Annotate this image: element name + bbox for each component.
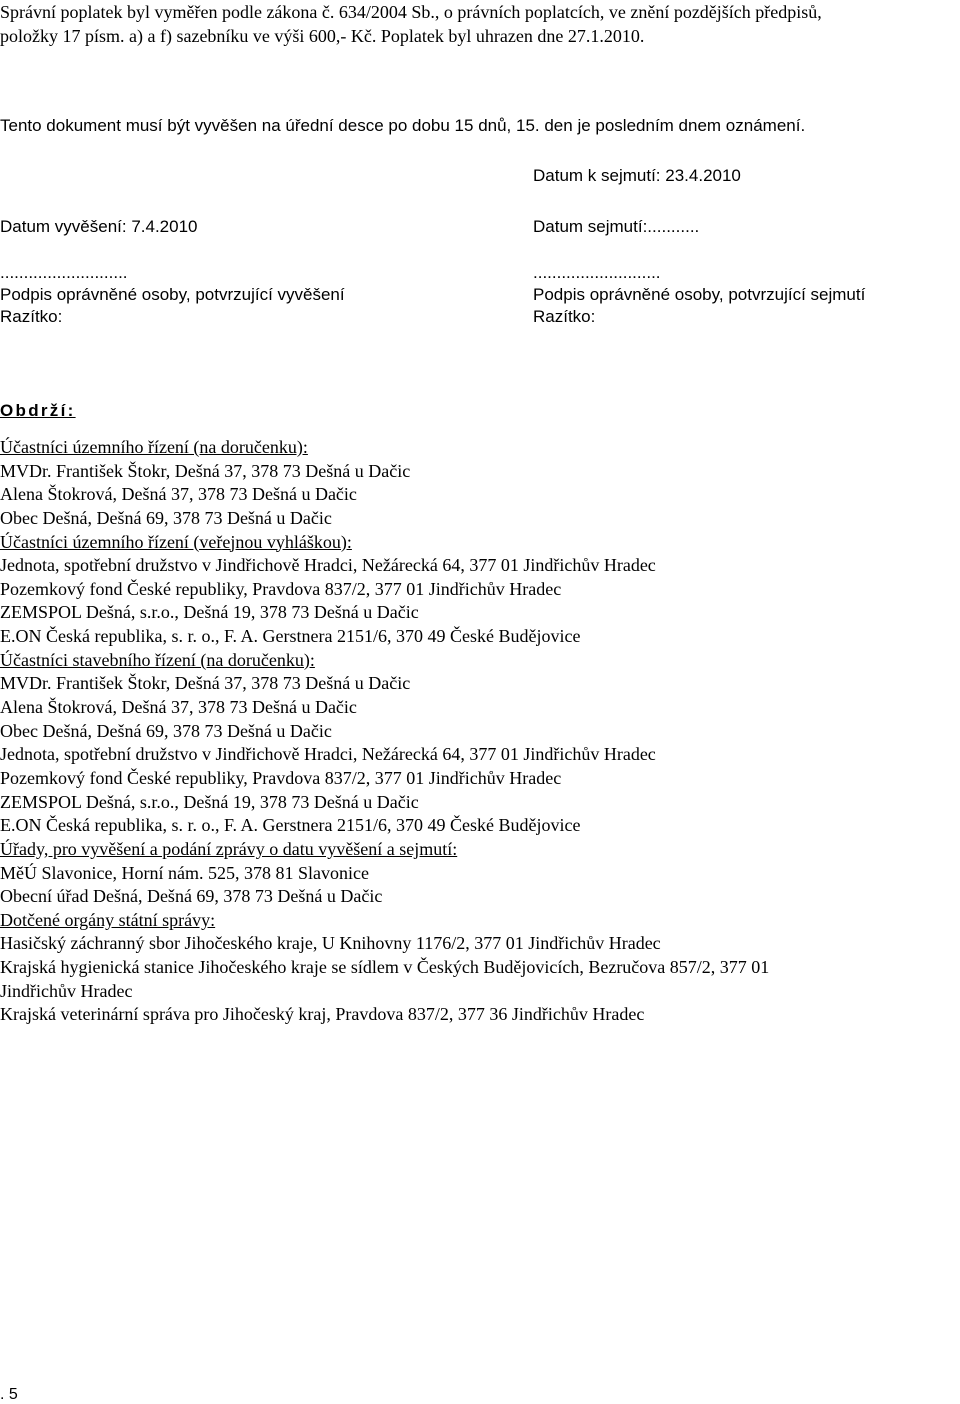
recipient-line: Pozemkový fond České republiky, Pravdova 837/2, 377 01 Jindřichův Hradec <box>0 767 562 788</box>
fee-line-1: Správní poplatek byl vyměřen podle zákona č. 634/2004 Sb., o právních poplatcích, ve znění pozdějších předpisů, <box>0 2 822 22</box>
removal-signature-dots: ........................... <box>533 263 661 282</box>
recipient-line: Alena Štokrová, Dešná 37, 378 73 Dešná u Dačic <box>0 484 357 505</box>
recipients-group-heading: Účastníci stavebního řízení (na doručenku): <box>0 649 315 670</box>
recipient-line: Jednota, spotřební družstvo v Jindřichově Hradci, Nežárecká 64, 377 01 Jindřichův Hradec <box>0 744 656 765</box>
posting-signature-block <box>0 262 345 328</box>
recipient-line: Obec Dešná, Dešná 69, 378 73 Dešná u Dačic <box>0 507 332 528</box>
recipient-line: E.ON Česká republika, s. r. o., F. A. Gerstnera 2151/6, 370 49 České Budějovice <box>0 626 581 647</box>
date-removed: Datum sejmutí:........... <box>533 217 700 236</box>
recipient-line: MěÚ Slavonice, Horní nám. 525, 378 81 Slavonice <box>0 862 369 883</box>
posting-signature-dots: ........................... <box>0 263 128 282</box>
fee-line-2: položky 17 písm. a) a f) sazebníku ve výši 600,- Kč. Poplatek byl uhrazen dne 27.1.2010. <box>0 26 645 46</box>
recipient-line: Jednota, spotřební družstvo v Jindřichově Hradci, Nežárecká 64, 377 01 Jindřichův Hradec <box>0 555 656 576</box>
removal-signature-block <box>533 262 865 328</box>
posting-stamp-label: Razítko: <box>0 307 63 326</box>
recipients-group-heading: Účastníci územního řízení (veřejnou vyhláškou): <box>0 531 352 552</box>
recipient-line: Jindřichův Hradec <box>0 980 133 1001</box>
recipients-group-heading: Účastníci územního řízení (na doručenku): <box>0 437 308 457</box>
page-number: . 5 <box>0 1386 18 1403</box>
recipient-line: Hasičský záchranný sbor Jihočeského kraje, U Knihovny 1176/2, 377 01 Jindřichův Hradec <box>0 933 661 954</box>
recipient-line: ZEMSPOL Dešná, s.r.o., Dešná 19, 378 73 Dešná u Dačic <box>0 602 419 623</box>
removal-signature-label: Podpis oprávněné osoby, potvrzující sejmutí <box>533 285 866 304</box>
recipients-heading: Obdrží: <box>0 401 76 420</box>
recipient-line: Krajská hygienická stanice Jihočeského kraje se sídlem v Českých Budějovicích, Bezručova 857/2, 377 01 <box>0 957 770 978</box>
date-to-remove: Datum k sejmutí: 23.4.2010 <box>533 166 741 185</box>
date-posted: Datum vyvěšení: 7.4.2010 <box>0 217 198 236</box>
recipient-line: ZEMSPOL Dešná, s.r.o., Dešná 19, 378 73 Dešná u Dačic <box>0 791 419 812</box>
fee-paragraph <box>0 0 822 48</box>
recipient-line: MVDr. František Štokr, Dešná 37, 378 73 Dešná u Dačic <box>0 460 411 481</box>
recipient-line: Obecní úřad Dešná, Dešná 69, 378 73 Dešná u Dačic <box>0 886 383 907</box>
recipients-list <box>0 436 769 1027</box>
recipient-line: Obec Dešná, Dešná 69, 378 73 Dešná u Dačic <box>0 720 332 741</box>
posting-notice: Tento dokument musí být vyvěšen na úřední desce po dobu 15 dnů, 15. den je posledním dnem oznámení. <box>0 116 806 135</box>
posting-signature-label: Podpis oprávněné osoby, potvrzující vyvěšení <box>0 285 345 304</box>
recipient-line: Pozemkový fond České republiky, Pravdova 837/2, 377 01 Jindřichův Hradec <box>0 578 562 599</box>
recipient-line: E.ON Česká republika, s. r. o., F. A. Gerstnera 2151/6, 370 49 České Budějovice <box>0 815 581 836</box>
removal-stamp-label: Razítko: <box>533 307 596 326</box>
recipient-line: MVDr. František Štokr, Dešná 37, 378 73 Dešná u Dačic <box>0 673 411 694</box>
recipients-group-heading: Dotčené orgány státní správy: <box>0 909 216 930</box>
recipient-line: Alena Štokrová, Dešná 37, 378 73 Dešná u Dačic <box>0 697 357 718</box>
recipient-line: Krajská veterinární správa pro Jihočeský kraj, Pravdova 837/2, 377 36 Jindřichův Hradec <box>0 1004 645 1025</box>
recipients-group-heading: Úřady, pro vyvěšení a podání zprávy o datu vyvěšení a sejmutí: <box>0 838 458 859</box>
